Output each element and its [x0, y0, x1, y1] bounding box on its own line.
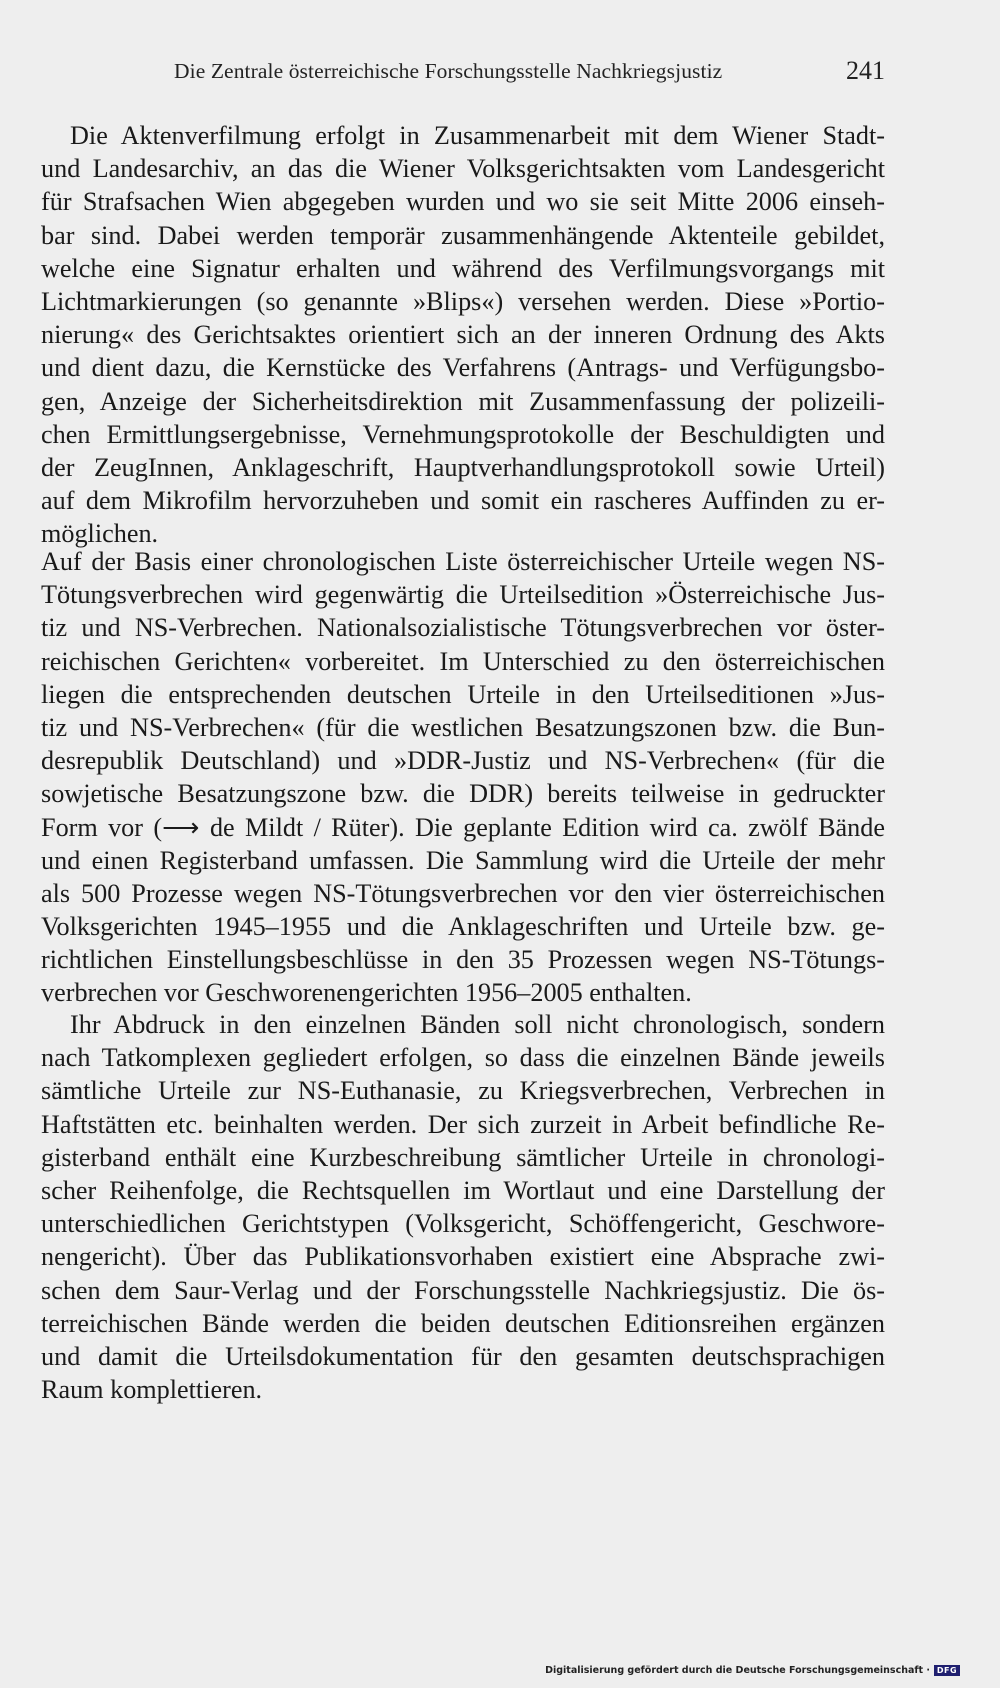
text-line: und dient dazu, die Kernstücke des Verfahrens (Antrags- und Verfügungsbo-: [41, 353, 885, 383]
text-line: tiz und NS-Verbrechen« (für die westlichen Besatzungszonen bzw. die Bun-: [41, 712, 885, 742]
text-line: liegen die entsprechenden deutschen Urteile in den Urteilseditionen »Jus-: [41, 679, 885, 709]
text-line: nierung« des Gerichtsaktes orientiert sich an der inneren Ordnung des Akts: [41, 320, 885, 350]
text-line: als 500 Prozesse wegen NS-Tötungsverbrechen vor den vier österreichischen: [41, 878, 885, 908]
text-line: verbrechen vor Geschworenengerichten 1956–2005 enthalten.: [41, 978, 692, 1008]
text-line: möglichen.: [41, 519, 159, 549]
text-line: desrepublik Deutschland) und »DDR-Justiz und NS-Verbrechen« (für die: [41, 746, 885, 776]
text-line: chen Ermittlungsergebnisse, Vernehmungsprotokolle der Beschuldigten und: [41, 419, 885, 449]
text-line: tiz und NS-Verbrechen. Nationalsozialistische Tötungsverbrechen vor öster-: [41, 613, 885, 643]
text-line: Raum komplettieren.: [41, 1375, 263, 1405]
paragraph-1: [41, 119, 885, 550]
text-line: nach Tatkomplexen gegliedert erfolgen, so dass die einzelnen Bände jeweils: [41, 1043, 885, 1073]
text-line: Tötungsverbrechen wird gegenwärtig die Urteilsedition »Österreichische Jus-: [41, 580, 885, 610]
text-line: Die Aktenverfilmung erfolgt in Zusammenarbeit mit dem Wiener Stadt-: [70, 121, 885, 150]
text-line: für Strafsachen Wien abgegeben wurden und wo sie seit Mitte 2006 einseh-: [41, 187, 885, 217]
text-line: Volksgerichten 1945–1955 und die Anklageschriften und Urteile bzw. ge-: [41, 912, 885, 942]
text-line: Form vor (⟶ de Mildt / Rüter). Die geplante Edition wird ca. zwölf Bände: [41, 812, 885, 842]
text-line: der ZeugInnen, Anklageschrift, Hauptverhandlungsprotokoll sowie Urteil): [41, 452, 885, 482]
text-line: scher Reihenfolge, die Rechtsquellen im Wortlaut und eine Darstellung der: [41, 1175, 885, 1205]
text-line: bar sind. Dabei werden temporär zusammenhängende Aktenteile gebildet,: [41, 220, 885, 250]
text-line: welche eine Signatur erhalten und während des Verfilmungsvorgangs mit: [41, 253, 885, 283]
text-line: sowjetische Besatzungszone bzw. die DDR) bereits teilweise in gedruckter: [41, 779, 885, 809]
paragraph-3: [41, 1008, 885, 1406]
text-line: Haftstätten etc. beinhalten werden. Der sich zurzeit in Arbeit befindliche Re-: [41, 1109, 885, 1139]
text-line: Ihr Abdruck in den einzelnen Bänden soll nicht chronologisch, sondern: [70, 1010, 885, 1039]
text-line: Lichtmarkierungen (so genannte »Blips«) versehen werden. Diese »Portio-: [41, 286, 885, 316]
text-line: reichischen Gerichten« vorbereitet. Im Unterschied zu den österreichischen: [41, 646, 885, 676]
text-line: schen dem Saur-Verlag und der Forschungsstelle Nachkriegsjustiz. Die ös-: [41, 1275, 885, 1305]
text-line: sämtliche Urteile zur NS-Euthanasie, zu Kriegsverbrechen, Verbrechen in: [41, 1076, 885, 1106]
paragraph-2: [41, 545, 885, 1010]
credit-text: Digitalisierung gefördert durch die Deutsche Forschungsgemeinschaft ·: [545, 1665, 930, 1676]
text-line: und einen Registerband umfassen. Die Sammlung wird die Urteile der mehr: [41, 845, 885, 875]
digitization-credit: [545, 1665, 960, 1676]
text-line: und damit die Urteilsdokumentation für den gesamten deutschsprachigen: [41, 1341, 885, 1371]
text-line: unterschiedlichen Gerichtstypen (Volksgericht, Schöffengericht, Geschwore-: [41, 1209, 885, 1239]
text-line: gen, Anzeige der Sicherheitsdirektion mit Zusammenfassung der polizeili-: [41, 386, 885, 416]
running-title: Die Zentrale österreichische Forschungsstelle Nachkriegsjustiz: [174, 59, 723, 83]
text-line: nengericht). Über das Publikationsvorhaben existiert eine Absprache zwi-: [41, 1242, 885, 1272]
text-line: gisterband enthält eine Kurzbeschreibung sämtlicher Urteile in chronologi-: [41, 1142, 885, 1172]
page-number: 241: [846, 56, 885, 85]
text-line: richtlichen Einstellungsbeschlüsse in den 35 Prozessen wegen NS-Tötungs-: [41, 945, 885, 975]
dfg-logo-icon: DFG: [934, 1665, 960, 1676]
text-line: Auf der Basis einer chronologischen Liste österreichischer Urteile wegen NS-: [41, 547, 885, 576]
text-line: und Landesarchiv, an das die Wiener Volksgerichtsakten vom Landesgericht: [41, 154, 885, 184]
text-line: auf dem Mikrofilm hervorzuheben und somit ein rascheres Auffinden zu er-: [41, 486, 885, 516]
text-line: terreichischen Bände werden die beiden deutschen Editionsreihen ergänzen: [41, 1308, 885, 1338]
